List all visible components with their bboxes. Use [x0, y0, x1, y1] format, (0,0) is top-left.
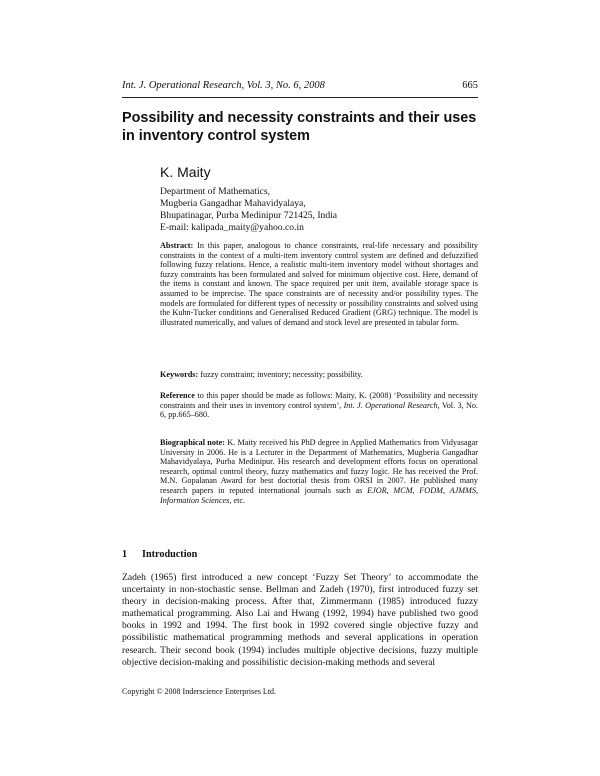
affiliation-line: Bhupatinagar, Purba Medinipur 721425, India: [160, 210, 338, 221]
bio-end: , etc.: [229, 495, 246, 505]
citation-reference: [160, 391, 478, 420]
author-affiliation: [160, 186, 337, 234]
bio-journals: EJOR, MCM, FODM, AJMMS, Information Sciences: [160, 485, 479, 505]
section-number: 1: [122, 549, 128, 560]
paper-title: Possibility and necessity constraints and their uses in inventory control system: [122, 110, 477, 144]
reference-text: to this paper should be made as follows: Maity, K. (2008) ‘Possibility and necessity constraints and their uses in inventory control system’,: [160, 391, 478, 410]
section-title: Introduction: [142, 549, 198, 560]
reference-label: Reference: [160, 391, 195, 400]
introduction-paragraph: Zadeh (1965) first introduced a new concept ‘Fuzzy Set Theory’ to accommodate the uncertainty in non-stochastic sense. Bellman and Zadeh (1970), first introduced fuzzy set theory in decision-making process. After that, Zimmermann (1985) introduced fuzzy mathematical programming. Also Lai and Hwang (1992, 1994) have published two good books in 1992 and 1994. The first book in 1992 covered single objective fuzzy and possibilistic mathematical programming methods and several applications in operation research. Their second book (1994) includes multiple objective decisions, fuzzy multiple objective decision-making and possibilistic decision-making methods and several: [122, 572, 478, 668]
copyright-footer: Copyright © 2008 Inderscience Enterprises Ltd.: [122, 687, 277, 696]
abstract-label: Abstract:: [160, 241, 194, 250]
section-heading: [122, 549, 197, 560]
bio-label: Biographical note:: [160, 438, 226, 447]
journal-header: Int. J. Operational Research, Vol. 3, No. 6, 2008: [122, 80, 325, 91]
abstract: [160, 241, 478, 327]
keywords: [160, 370, 478, 380]
biographical-note: [160, 438, 478, 505]
affiliation-line: Department of Mathematics,: [160, 186, 271, 197]
abstract-text: In this paper, analogous to chance constraints, real-life necessary and possibility constraints in the context of a multi-item inventory control system are defined and defuzzified following fuzzy relations. Hence, a realistic multi-item inventory model without shortages and fuzzy constraints has been formulated and solved for minimum objective cost. Here, demand of the items is constant and known. The space required per unit item, available storage space is assumed to be imprecise. The space constraints are of necessity and/or possibility types. The models are formulated for different types of necessity or possibility constraints and solved using the Kuhn-Tucker conditions and Generalised Reduced Gradient (GRG) technique. The model is illustrated numerically, and values of demand and stock level are presented in tabular form.: [160, 241, 479, 327]
author-name: K. Maity: [160, 164, 211, 180]
keywords-label: Keywords:: [160, 370, 199, 379]
author-email: E-mail: kalipada_maity@yahoo.co.in: [160, 222, 304, 233]
reference-journal: Int. J. Operational Research: [343, 400, 438, 410]
keywords-text: fuzzy constraint; inventory; necessity; possibility.: [200, 370, 363, 379]
reference-details: , Vol. 3, No. 6, pp.665–680.: [160, 400, 478, 420]
header-rule: [122, 97, 478, 98]
affiliation-line: Mugberia Gangadhar Mahavidyalaya,: [160, 198, 306, 209]
bio-text: K. Maity received his PhD degree in Applied Mathematics from Vidyasagar University in 2006. He is a Lecturer in the Department of Mathematics, Mugberia Gangadhar Mahavidyalaya, Purba Medinipur. His research and development efforts focus on operational research, optimal control theory, fuzzy mathematics and fuzzy logic. He has received the Prof. M.N. Gopalanan Award for best doctorial thesis from ORSI in 2007. He published many research papers in reputed international journals such as: [160, 438, 478, 495]
page-number: 665: [462, 80, 478, 91]
